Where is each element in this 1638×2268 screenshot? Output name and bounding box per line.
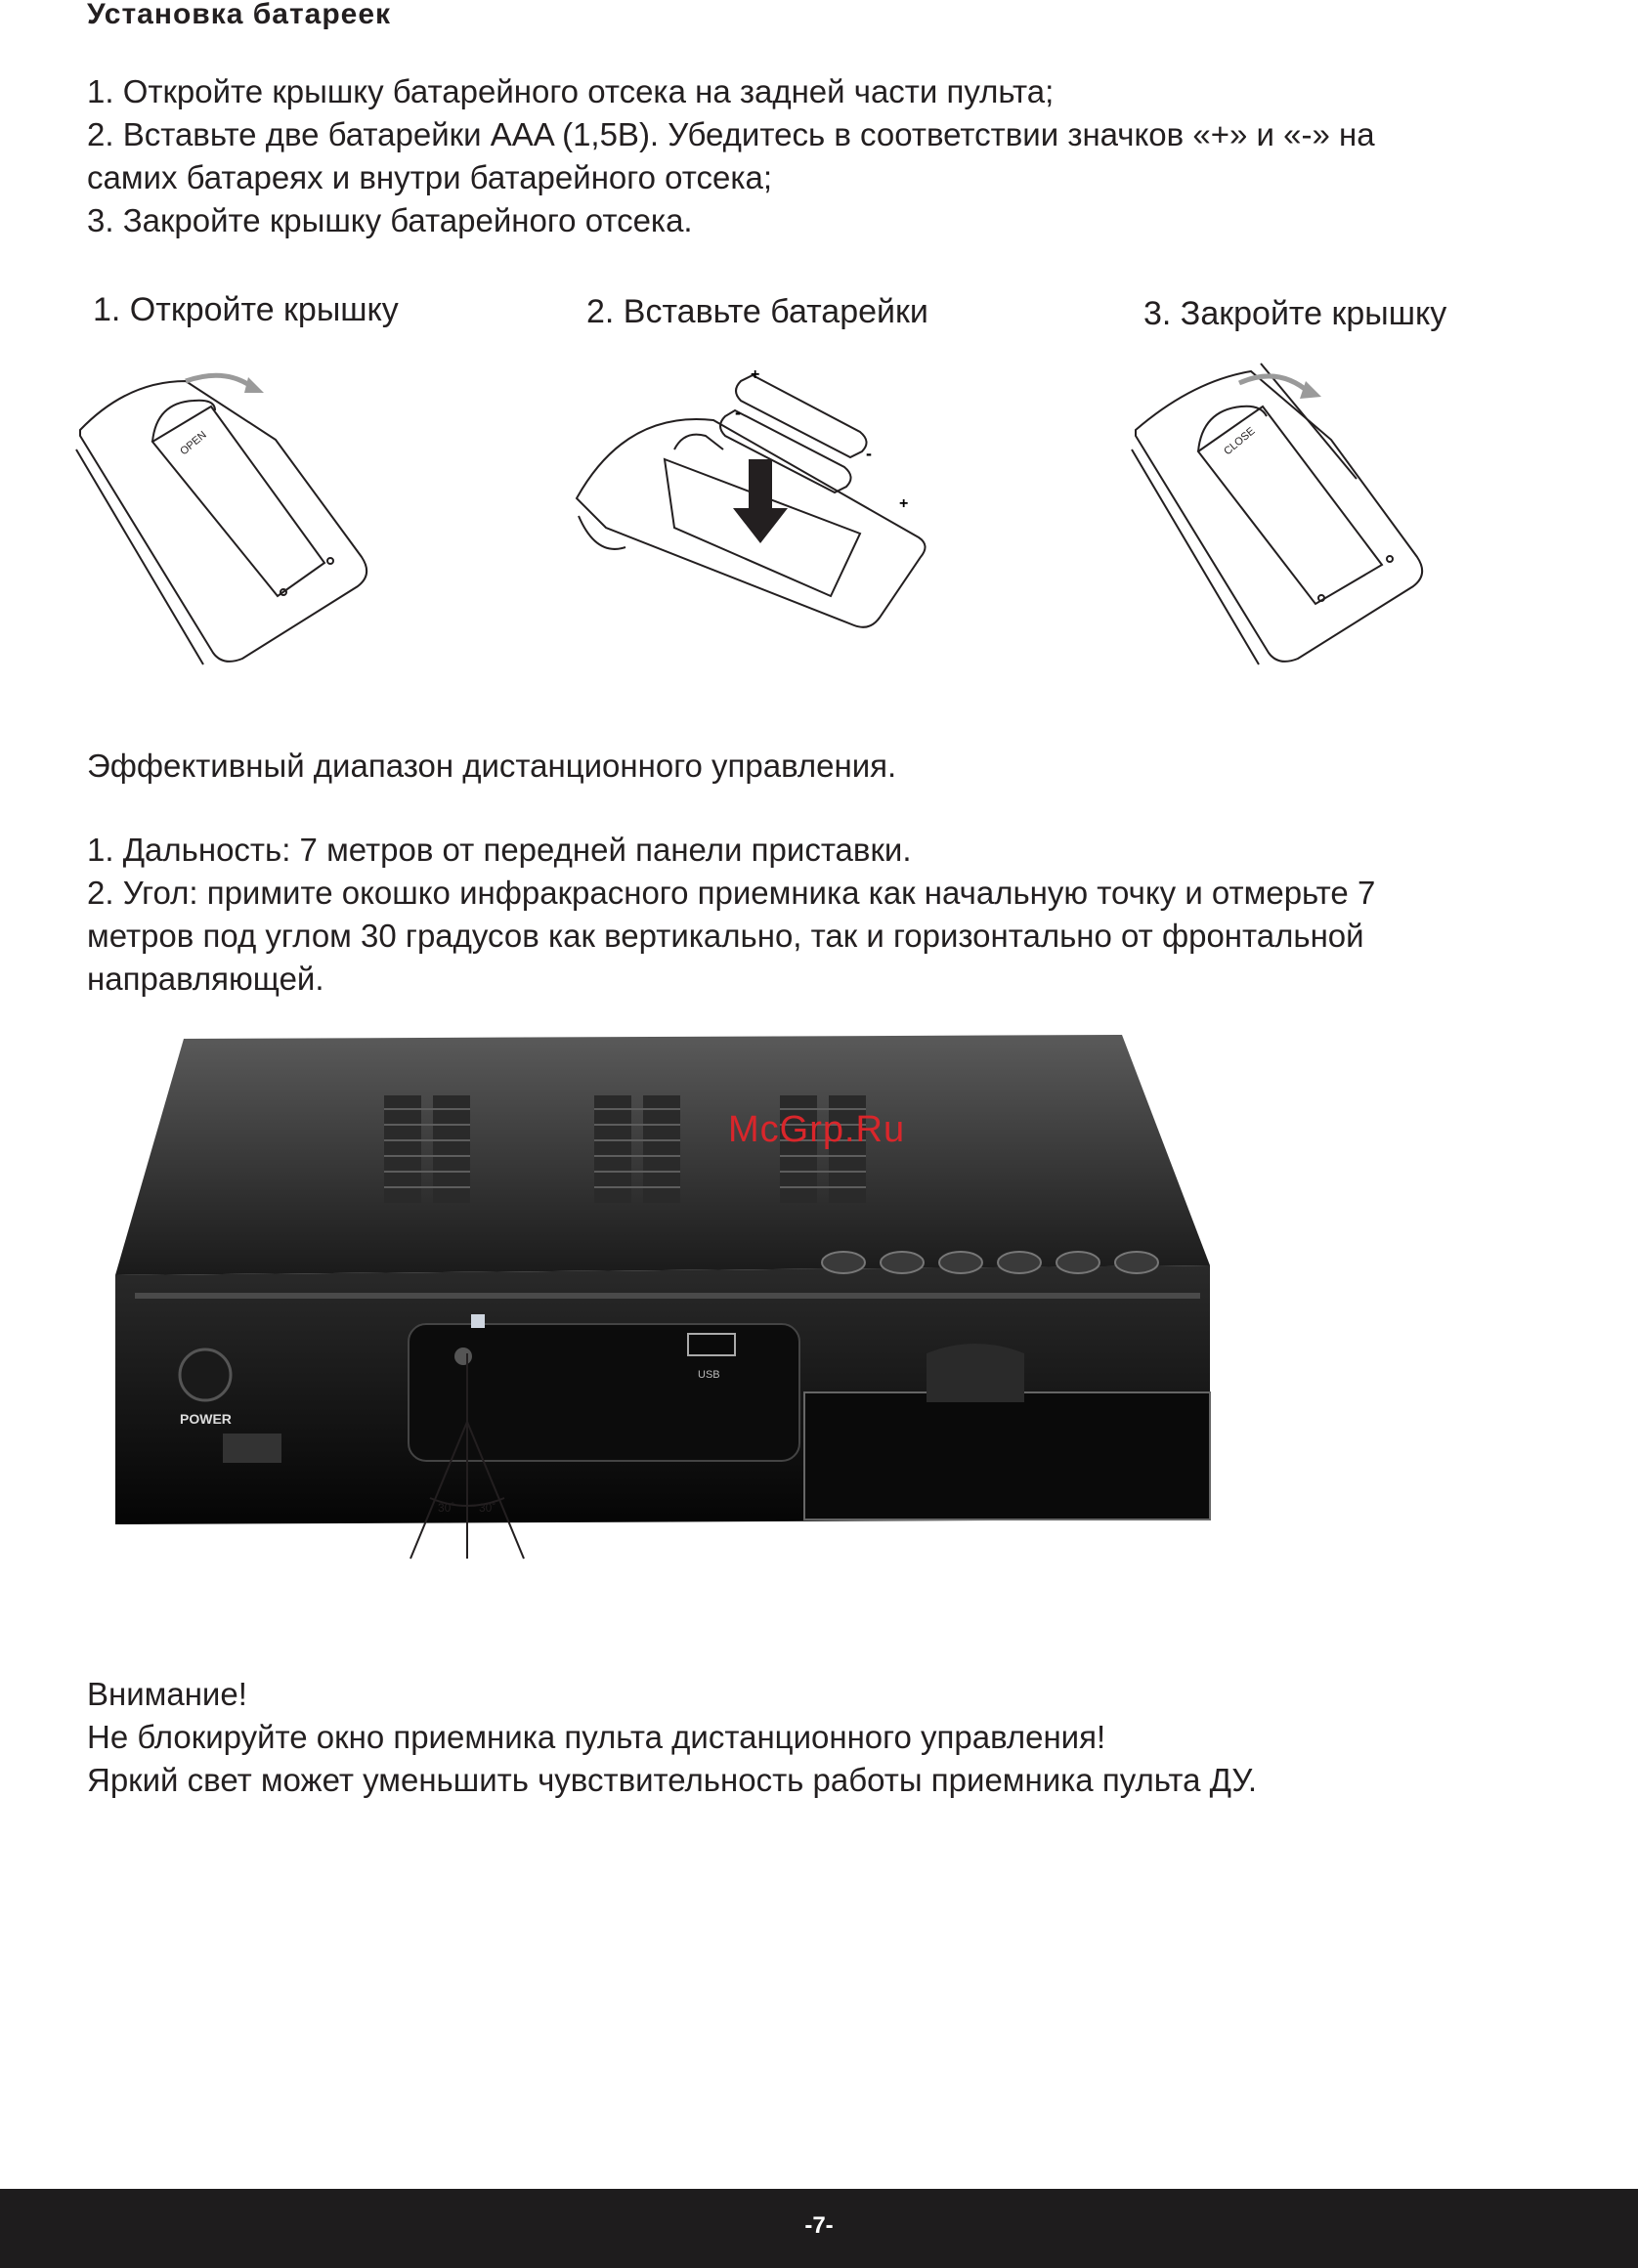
receiver-photo <box>115 1031 1229 1568</box>
range-heading: Эффективный диапазон дистанционного управления. <box>87 748 897 784</box>
minus-sign: - <box>866 444 872 463</box>
install-step-line: 3. Закройте крышку батарейного отсека. <box>87 202 693 238</box>
range-item-line: направляющей. <box>87 961 324 997</box>
remote-open-illustration <box>68 342 381 674</box>
usb-label: USB <box>698 1369 720 1381</box>
remote-insert-illustration <box>567 352 938 674</box>
close-label: CLOSE <box>1222 425 1258 458</box>
install-step-line: 2. Вставьте две батарейки AAA (1,5B). Убедитесь в соответствии значков «+» и «-» на <box>87 116 1375 152</box>
remote-close-illustration <box>1124 342 1446 674</box>
warning-line: Не блокируйте окно приемника пульта дистанционного управления! <box>87 1719 1106 1755</box>
power-label: POWER <box>180 1411 232 1427</box>
section-heading: Установка батареек <box>87 0 392 30</box>
open-label: OPEN <box>178 429 209 458</box>
page-number: -7- <box>804 2212 834 2239</box>
caption-open: 1. Откройте крышку <box>93 291 399 328</box>
warning-block <box>87 1673 1257 1802</box>
install-steps <box>87 70 1375 242</box>
range-items <box>87 829 1375 1001</box>
angle-right-label: 30˚ <box>479 1501 496 1515</box>
install-step-line: самих батареях и внутри батарейного отсека; <box>87 159 773 195</box>
caption-insert: 2. Вставьте батарейки <box>586 293 928 330</box>
footer-bar <box>0 2189 1638 2268</box>
minus-sign: - <box>735 403 741 422</box>
range-item-line: метров под углом 30 градусов как вертикально, так и горизонтально от фронтальной <box>87 918 1364 954</box>
install-step-line: 1. Откройте крышку батарейного отсека на задней части пульта; <box>87 73 1055 109</box>
angle-left-label: 30˚ <box>438 1501 455 1515</box>
plus-sign: + <box>751 366 760 383</box>
caption-close: 3. Закройте крышку <box>1143 295 1447 332</box>
watermark: McGrp.Ru <box>728 1109 906 1150</box>
plus-sign: + <box>899 495 909 512</box>
warning-line: Яркий свет может уменьшить чувствительность работы приемника пульта ДУ. <box>87 1762 1258 1798</box>
range-item-line: 2. Угол: примите окошко инфракрасного приемника как начальную точку и отмерьте 7 <box>87 875 1376 911</box>
warning-line: Внимание! <box>87 1676 247 1712</box>
range-item-line: 1. Дальность: 7 метров от передней панели приставки. <box>87 832 912 868</box>
